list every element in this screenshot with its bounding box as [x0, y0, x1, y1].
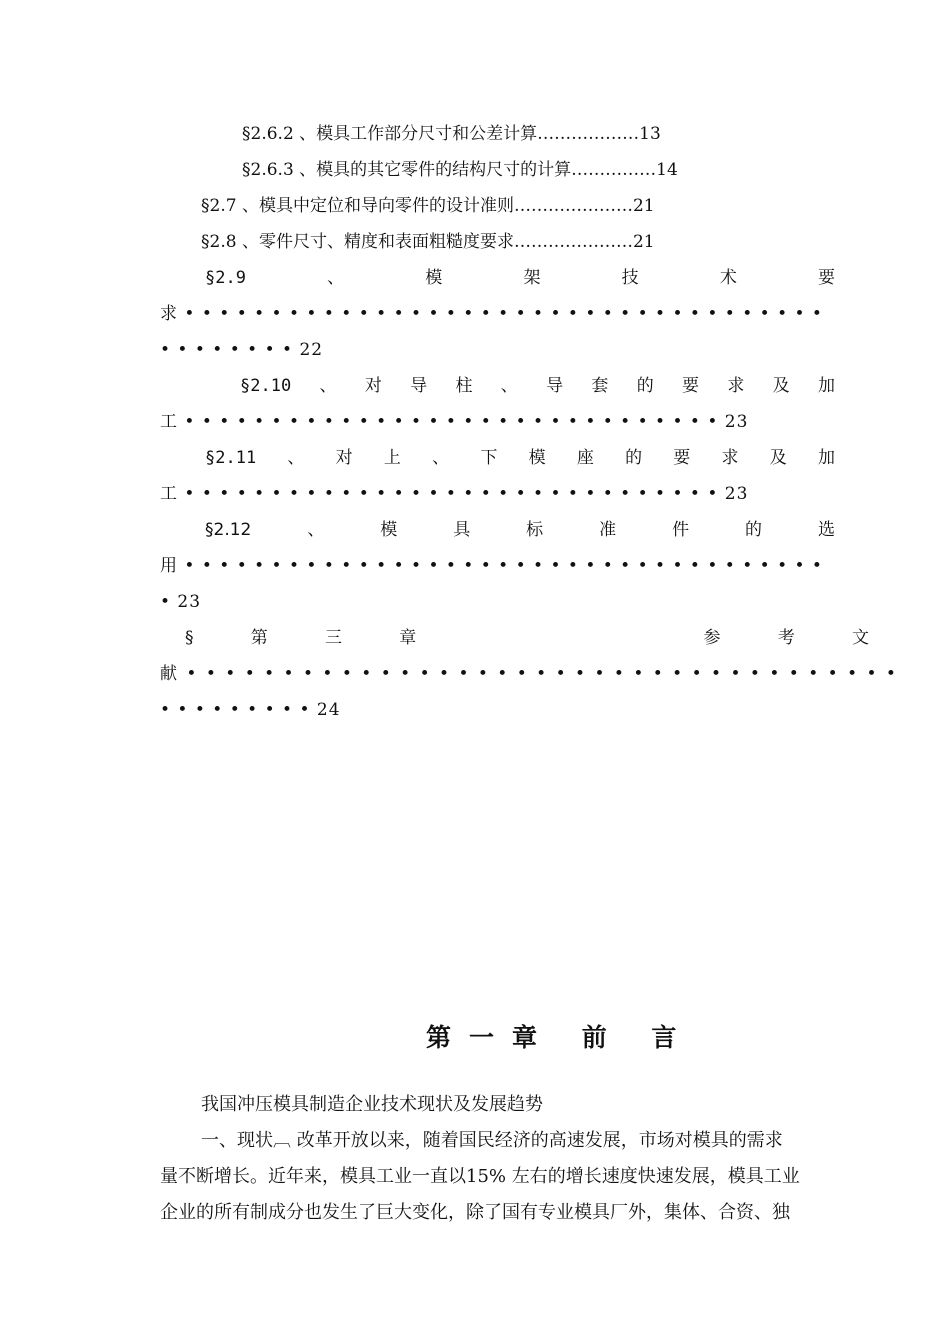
toc-part: 、: [287, 448, 305, 468]
toc-leader: 献 • • • • • • • • • • • • • • • • • • • • • • • • • • • • • • • • • • • • •: [160, 664, 898, 684]
toc-part: 导: [410, 376, 428, 396]
toc-part: 、: [327, 268, 345, 288]
toc-part: 上: [383, 448, 401, 468]
toc-part: 求: [721, 448, 739, 468]
toc-entry-2-8: §2.8 、零件尺寸、精度和表面粗糙度要求…………………21: [201, 232, 655, 252]
toc-part: 柱: [455, 376, 473, 396]
toc-part: 及: [772, 376, 790, 396]
toc-part: 参: [703, 628, 721, 648]
toc-page-number: • • • • • • • • • 24: [160, 700, 341, 720]
toc-part: 加: [817, 376, 835, 396]
toc-part: 准: [599, 520, 617, 540]
toc-part: 、: [432, 448, 450, 468]
toc-part: 及: [769, 448, 787, 468]
toc-entry-2-10: [240, 374, 835, 398]
toc-part: 导: [546, 376, 564, 396]
toc-part: 三: [325, 628, 342, 648]
toc-part: 模: [528, 448, 546, 468]
toc-part: 模: [380, 520, 398, 540]
toc-part: 选: [817, 520, 835, 540]
toc-entry-2-9: [205, 266, 835, 290]
toc-entry-2-11: [205, 446, 835, 470]
toc-leader: 工 • • • • • • • • • • • • • • • • • • • • • • • • • • • • • • • 23: [160, 412, 749, 432]
toc-leader: 求 • • • • • • • • • • • • • • • • • • • • • • • • • • • • • • • • • • • • •: [160, 304, 823, 324]
toc-part: §2.10: [240, 376, 292, 396]
body-paragraph-line: 企业的所有制成分也发生了巨大变化，除了国有专业模具厂外，集体、合资、独: [160, 1202, 790, 1223]
toc-part: 的: [625, 448, 643, 468]
toc-part: 加: [818, 448, 835, 468]
toc-part: 具: [453, 520, 471, 540]
toc-page-number: • 23: [160, 592, 202, 612]
toc-part: 第: [250, 628, 268, 648]
toc-part: §2.12: [205, 520, 252, 540]
toc-part: 要: [673, 448, 691, 468]
toc-part: 架: [523, 268, 541, 288]
body-paragraph-line: 量不断增长。近年来，模具工业一直以15% 左右的增长速度快速发展，模具工业: [160, 1166, 800, 1187]
toc-part: §2.11: [205, 448, 257, 468]
toc-part: 标: [526, 520, 544, 540]
toc-part: 对: [364, 376, 382, 396]
toc-part: 下: [480, 448, 498, 468]
toc-part: 章: [399, 628, 417, 648]
toc-part: 考: [777, 628, 795, 648]
toc-part: 件: [672, 520, 690, 540]
toc-part: 的: [636, 376, 654, 396]
toc-page-number: • • • • • • • • 22: [160, 340, 324, 360]
toc-part: 、: [307, 520, 325, 540]
toc-leader: 工 • • • • • • • • • • • • • • • • • • • • • • • • • • • • • • • 23: [160, 484, 749, 504]
toc-leader: 用 • • • • • • • • • • • • • • • • • • • • • • • • • • • • • • • • • • • • •: [160, 556, 823, 576]
toc-entry-2-7: §2.7 、模具中定位和导向零件的设计准则…………………21: [201, 196, 655, 216]
toc-entry-2-6-2: §2.6.2 、模具工作部分尺寸和公差计算………………13: [242, 124, 661, 144]
toc-part: 术: [719, 268, 737, 288]
section-subtitle: 我国冲压模具制造企业技术现状及发展趋势: [201, 1094, 543, 1115]
toc-part: §: [185, 628, 194, 648]
chapter-title: 第一章 前 言: [426, 1023, 695, 1052]
toc-part: 、: [319, 376, 337, 396]
toc-part: 求: [727, 376, 745, 396]
toc-part: 、: [500, 376, 518, 396]
toc-entry-2-6-3: §2.6.3 、模具的其它零件的结构尺寸的计算……………14: [242, 160, 678, 180]
toc-part: §2.9: [205, 268, 246, 288]
toc-entry-2-12: [205, 518, 835, 542]
toc-part: 对: [335, 448, 353, 468]
toc-part: 要: [682, 376, 699, 396]
body-paragraph-line: 一、现状︹ 改革开放以来，随着国民经济的高速发展，市场对模具的需求: [201, 1130, 783, 1151]
toc-part: 要: [817, 268, 835, 288]
toc-part: 模: [425, 268, 443, 288]
toc-entry-references: [185, 626, 869, 650]
toc-part: 的: [745, 520, 763, 540]
toc-part: 文: [852, 628, 869, 648]
toc-part: 座: [576, 448, 594, 468]
toc-part: 套: [591, 376, 609, 396]
toc-part: 技: [621, 268, 639, 288]
